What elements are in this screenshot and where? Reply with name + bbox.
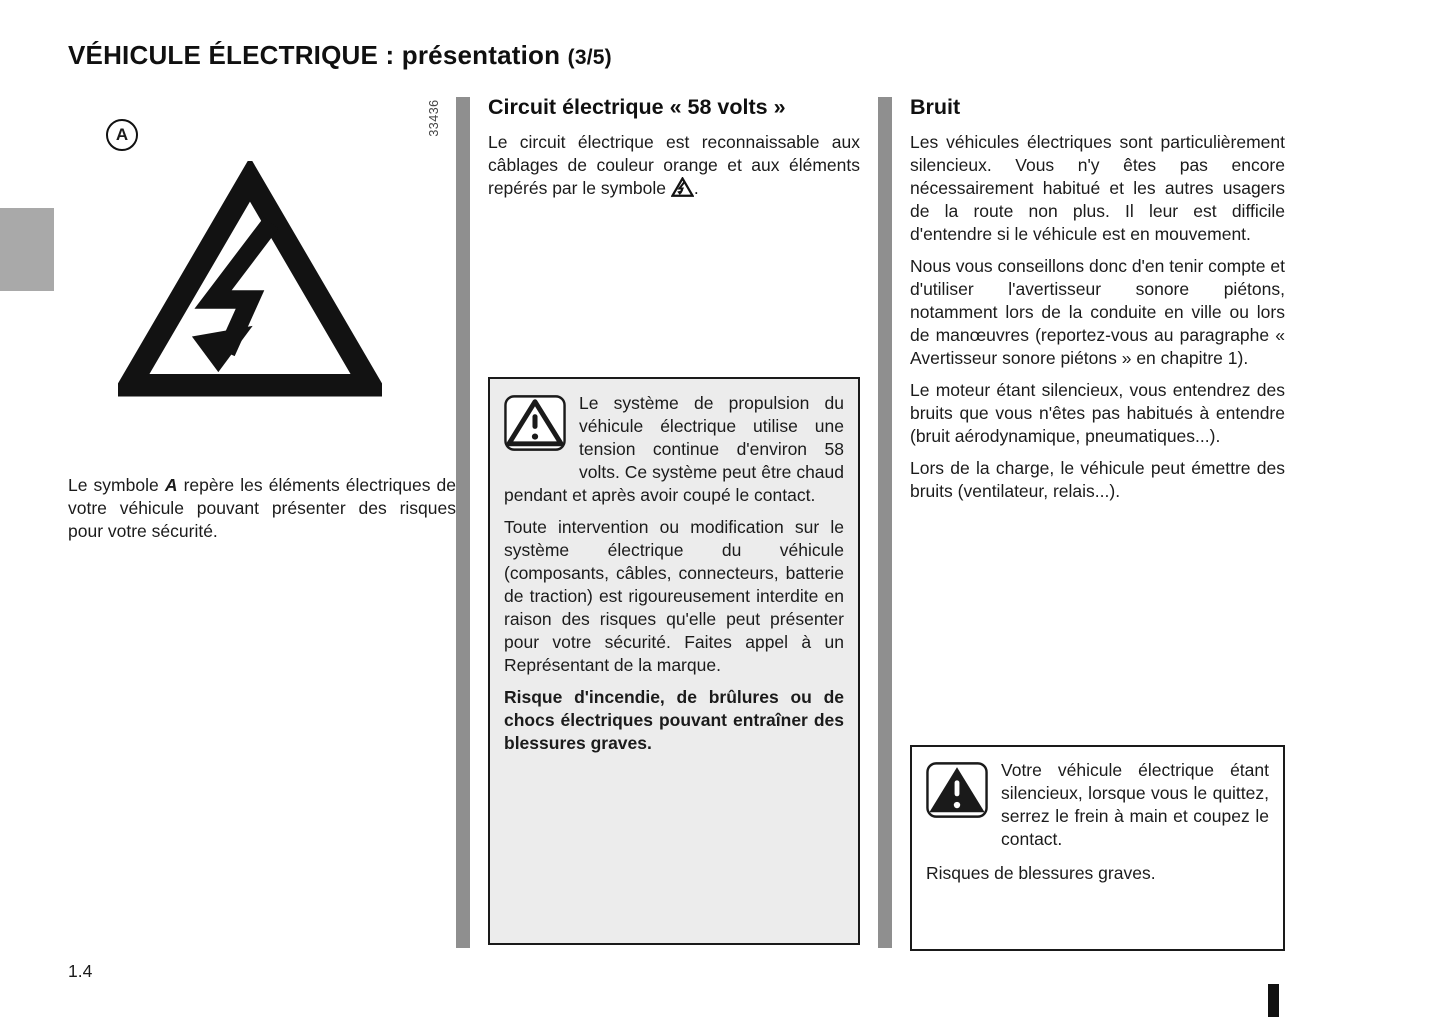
warning-box-propulsion <box>488 377 860 945</box>
bruit-paragraph-4: Lors de la charge, le véhicule peut émettre des bruits (ventilateur, relais...). <box>910 458 1285 501</box>
section-heading-circuit: Circuit électrique « 58 volts » <box>488 95 786 119</box>
warning-triangle-filled-icon <box>926 761 988 819</box>
chapter-edge-tab <box>0 208 54 291</box>
warning-paragraph-2: Toute intervention ou modification sur le système électrique du véhicule (composants, câbles, connecteurs, batterie de traction) est rigoureusement interdite en raison des risques qu'elle peut présenter pour votre sécurité. Faites appel à un Représentant de la marque. <box>504 517 844 675</box>
bruit-paragraph-1: Les véhicules électriques sont particulièrement silencieux. Vous n'y êtes pas encore nécessairement habitué et les autres usagers de la route non plus. Il leur est difficile d'entendre si le véhicule est en mouvement. <box>910 132 1285 244</box>
high-voltage-symbol-inline-icon <box>671 178 694 198</box>
figure-marker-a <box>106 119 138 151</box>
warning-triangle-icon <box>504 394 566 452</box>
circuit-intro-paragraph <box>488 131 860 200</box>
warning-paragraph-risk: Risque d'incendie, de brûlures ou de chocs électriques pouvant entraîner des blessures graves. <box>504 687 844 753</box>
section-heading-bruit: Bruit <box>910 95 961 119</box>
page-edge-marker <box>1268 984 1279 1017</box>
figure-number: 33436 <box>427 99 441 137</box>
figure-caption <box>68 474 456 543</box>
right-column <box>910 95 1285 512</box>
silence-warning-text: Votre véhicule électrique étant silencieux, lorsque vous le quittez, serrez le frein à main et coupez le contact. <box>1001 760 1269 849</box>
page-title-main: VÉHICULE ÉLECTRIQUE : présentation <box>68 40 561 70</box>
column-divider-right <box>878 97 892 948</box>
page-number: 1.4 <box>68 961 93 981</box>
column-divider-left <box>456 97 470 948</box>
circuit-intro-after: . <box>693 178 699 198</box>
warning-box-silence <box>910 745 1285 951</box>
caption-text-suffix: repère les éléments électriques de votre véhicule pouvant présenter des risques pour votre sécurité. <box>68 475 456 541</box>
page-title <box>68 40 612 71</box>
middle-column <box>488 95 860 209</box>
caption-marker-letter: A <box>164 475 178 495</box>
page-title-pagination: (3/5) <box>567 46 612 69</box>
caption-text-prefix: Le symbole <box>68 475 165 495</box>
warning-paragraph-1: Le système de propulsion du véhicule électrique utilise une tension continue d'environ 58 volts. Ce système peut être chaud pendant et après avoir coupé le contact. <box>504 393 844 505</box>
bruit-paragraph-3: Le moteur étant silencieux, vous entendrez des bruits que vous n'êtes pas habitués à entendre (bruit aérodynamique, pneumatiques...). <box>910 380 1285 446</box>
figure-marker-letter: A <box>115 125 129 144</box>
silence-warning-note: Risques de blessures graves. <box>926 863 1156 883</box>
circuit-intro-before: Le circuit électrique est reconnaissable aux câblages de couleur orange et aux éléments repérés par le symbole <box>488 132 860 198</box>
high-voltage-warning-icon <box>118 161 382 401</box>
left-column <box>68 95 456 565</box>
bruit-paragraph-2: Nous vous conseillons donc d'en tenir compte et d'utiliser l'avertisseur sonore piétons, notamment lors de la conduite en ville ou lors de manœuvres (reportez-vous au paragraphe « Avertisseur sonore piétons » en chapitre 1). <box>910 256 1285 368</box>
